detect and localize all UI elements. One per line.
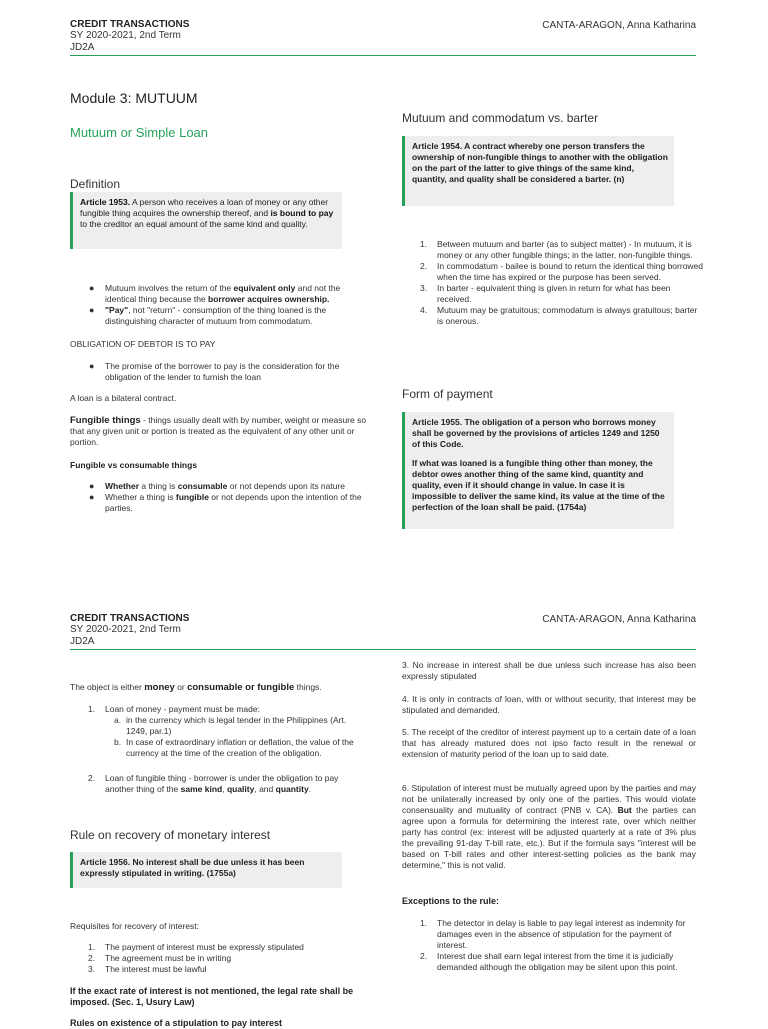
list-item: 3. The interest must be lawful (88, 964, 207, 974)
fungible-definition: Fungible things - things usually dealt with by number, weight or measure so that any given unit or portion is treated as the equivalent of any other unit or portion. (70, 415, 367, 447)
object-list (70, 704, 370, 715)
obligation-bullets (70, 361, 370, 383)
bullet-icon: ● (89, 283, 95, 293)
interest-rule-heading: Rule on recovery of monetary interest (70, 828, 271, 842)
list-item: 2. In commodatum - bailee is bound to return the identical thing borrowed when the time has expired or the purpose has been served. (420, 261, 704, 282)
list-item: ● The promise of the borrower to pay is the consideration for the obligation of the lender to furnish the loan (89, 361, 340, 382)
header-divider (70, 55, 696, 56)
article-1953-box (70, 192, 342, 249)
obligation-heading: OBLIGATION OF DEBTOR IS TO PAY (70, 339, 216, 349)
module-title: Module 3: MUTUUM (70, 90, 198, 106)
requisites-list (70, 942, 370, 975)
stipulation-rules-heading: Rules on existence of a stipulation to pay interest (70, 1018, 283, 1028)
article-1953-text: A person who receives a loan of money or any other fungible thing acquires the ownership thereof, and (80, 197, 329, 218)
article-1955-box (402, 412, 674, 529)
course-title: CREDIT TRANSACTIONS (70, 613, 190, 624)
page2-header-left (70, 613, 470, 648)
article-1954-box: Article 1954. A contract whereby one person transfers the ownership of non-fungible things to another with the obligation on the part of the latter to give things of the same kind, quantity, and quality shall be considered a barter. (n) (402, 136, 674, 206)
term: SY 2020-2021, 2nd Term (70, 30, 181, 41)
fungible-vs-consumable-heading: Fungible vs consumable things (70, 460, 198, 470)
mutuum-bullets (70, 283, 370, 327)
payment-heading: Form of payment (402, 387, 493, 401)
barter-list (402, 239, 704, 327)
article-1956-box: Article 1956. No interest shall be due unless it has been expressly stipulated in writing. (1755a) (70, 852, 342, 888)
list-item: ● Whether a thing is consumable or not depends upon its nature (89, 481, 346, 491)
page1-header-left (70, 19, 470, 54)
list-item: 1. Loan of money - payment must be made: (88, 704, 260, 714)
bullet-icon: ● (89, 481, 95, 491)
interest-point-4: 4. It is only in contracts of loan, with or without security, that interest may be stipulated and demanded. (402, 694, 696, 715)
requisites-heading: Requisites for recovery of interest: (70, 921, 199, 931)
section-title: Mutuum or Simple Loan (70, 125, 209, 140)
list-item: 1. The payment of interest must be expressly stipulated (88, 942, 304, 952)
bullet-icon: ● (89, 361, 95, 371)
list-item: 2. Loan of fungible thing - borrower is under the obligation to pay another thing of the same kind, quality, and quantity. (88, 773, 339, 794)
list-item: ● "Pay", not "return" - consumption of the thing loaned is the distinguishing character of mutuum from commodatum. (89, 305, 327, 326)
exceptions-list (402, 918, 698, 973)
article-1953-emphasis: is bound to pay (270, 208, 334, 218)
interest-point-5: 5. The receipt of the creditor of interest payment up to a certain date of a loan that has already matured does not ipso facto result in the renewal or extension of maturity period of the loan up to said date. (402, 727, 696, 759)
object-list-2 (70, 773, 360, 795)
bilateral-note: A loan is a bilateral contract. (70, 393, 177, 403)
header-divider (70, 649, 696, 650)
definition-heading: Definition (70, 177, 121, 191)
list-item: 3. In barter - equivalent thing is given in return for what has been received. (420, 283, 671, 304)
term: SY 2020-2021, 2nd Term (70, 624, 181, 635)
author: CANTA-ARAGON, Anna Katharina (542, 614, 696, 625)
list-item: 2. Interest due shall earn legal interest from the time it is judicially demanded although the obligation may be silent upon this point. (420, 951, 678, 972)
course-title: CREDIT TRANSACTIONS (70, 19, 190, 30)
interest-point-6: 6. Stipulation of interest must be mutually agreed upon by the parties and may not be unilaterally increased by only one of the parties. This would violate consensuality and mutuality of contract (PNB v. CA). But the parties can agree upon a formula for determining the interest rate, over which neither party has control (ex: interest will be adjusted quarterly at a rate of 3% plus the prevailing 91-day T-bill rate, etc.). But if the formula says "interest will be based on T-bill rates and other interest-setting policies as the bank may determine," this is not valid. (402, 783, 697, 870)
bullet-icon: ● (89, 492, 95, 502)
money-sublist (70, 715, 360, 759)
list-item: 2. The agreement must be in writing (88, 953, 232, 963)
legal-rate-note: If the exact rate of interest is not mentioned, the legal rate shall be imposed. (Sec. 1, Usury Law) (70, 986, 354, 1007)
barter-heading: Mutuum and commodatum vs. barter (402, 111, 599, 125)
list-item: 4. Mutuum may be gratuitous; commodatum is always gratuitous; barter is onerous. (420, 305, 698, 326)
article-1955-p2: If what was loaned is a fungible thing other than money, the debtor owes another thing of the same kind, quantity and quality, even if it should change in value. In case it is impossible to deliver the same kind, its value at the time of the perfection of the loan shall be paid. (1754a) (412, 458, 665, 512)
object-statement: The object is either money or consumable or fungible things. (70, 682, 322, 693)
list-item: ● Whether a thing is fungible or not depends upon the intention of the parties. (89, 492, 362, 513)
list-item: 1. Between mutuum and barter (as to subject matter) - In mutuum, it is money or any other fungible things; in the latter, non-fungible things. (420, 239, 693, 260)
section: JD2A (70, 42, 95, 53)
fungible-bullets (70, 481, 370, 514)
exceptions-heading: Exceptions to the rule: (402, 896, 500, 906)
bullet-icon: ● (89, 305, 95, 315)
article-1953-text-end: to the creditor an equal amount of the same kind and quality. (80, 219, 308, 229)
list-item: ● Mutuum involves the return of the equivalent only and not the identical thing because the borrower acquires ownership. (89, 283, 341, 304)
list-item: 1. The detector in delay is liable to pay legal interest as indemnity for damages even in the absence of stipulation for the payment of interest. (420, 918, 686, 950)
list-item: b. In case of extraordinary inflation or deflation, the value of the currency at the time of the creation of the obligation. (114, 737, 354, 758)
article-1955-p1: Article 1955. The obligation of a person who borrows money shall be governed by the provisions of articles 1249 and 1250 of this Code. (412, 417, 660, 449)
section: JD2A (70, 636, 95, 647)
author: CANTA-ARAGON, Anna Katharina (542, 20, 696, 31)
list-item: a. in the currency which is legal tender in the Philippines (Art. 1249, par.1) (114, 715, 347, 736)
interest-point-3: 3. No increase in interest shall be due unless such increase has also been expressly stipulated (402, 660, 696, 681)
article-1953-label: Article 1953. (80, 197, 131, 207)
